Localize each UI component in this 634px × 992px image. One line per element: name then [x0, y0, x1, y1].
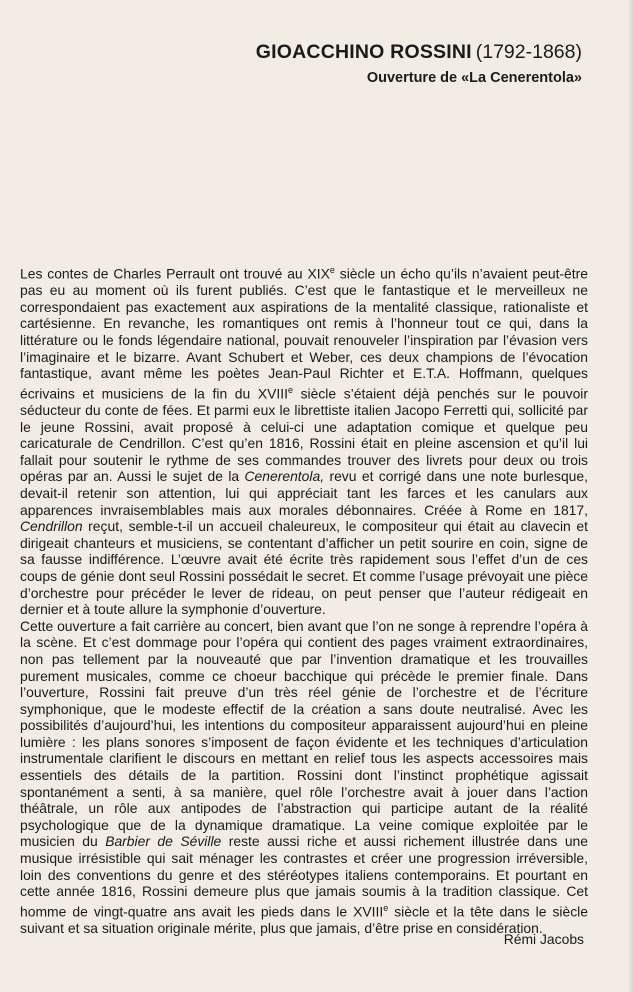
paragraph-1: [20, 262, 588, 618]
text-run: siècle s’étaient déjà penchés sur le pouvoir séducteur du conte de fées. Et parmi eux le librettiste italien Jacopo Ferretti qui, sollicité par le jeune Rossini, avait proposé à celui-ci une adaptation comique et quelque peu caricaturale de Cendrillon. C’est qu’en 1816, Rossini était en pleine ascension et qu’il lui fallait pour soutenir le rythme de ses commandes trouver des livrets pour deux ou trois opéras par an. Aussi le sujet de la: [20, 385, 588, 485]
text-run: revu et corrigé dans une note burlesque, devait-il retenir son attention, lui qui appréciait tant les farces et les canulars aux apparences invraisemblables mais aux morales débonnaires. Créée à Rome en 1817,: [20, 468, 588, 518]
ordinal-superscript: e: [329, 265, 335, 275]
document-header: [256, 40, 582, 86]
text-run: Cette ouverture a fait carrière au concert, bien avant que l’on ne songe à reprendre l’opéra à la scène. Et c’est dommage pour l’opéra qui contient des pages vraiment extraordinaires, non pas tellement par la nouveauté que par l’invention dramatique et les trouvailles purement musicales, comme ce choeur bacchique qui précède le premier finale. Dans l’ouverture, Rossini fait preuve d’un très réel génie de l’orchestre et de l’écriture symphonique, que le modeste effectif de la création a sans doute neutralisé. Avec les possibilités d’aujourd’hui, les intentions du compositeur apparaissent aujourd’hui en pleine lumière : les plans sonores s’imposent de façon évidente et les techniques d’articulation instrumentale clarifient le discours en mettant en relief tous les aspects accessoires mais essentiels des détails de la partition. Rossini dont l’instinct prophétique agissait spontanément a senti, à sa manière, quel rôle l’orchestre avait à jouer dans l’action théâtrale, un rôle aux antipodes de l’abstraction qui participe autant de la réalité psychologique que de la dynamique dramatique. La veine comique exploitée par le musicien du: [20, 617, 588, 850]
text-run: reste aussi riche et aussi richement illustrée dans une musique irrésistible qui sait ménager les contrastes et créer une progression irréversible, loin des conventions du genre et des stéréotypes italiens contemporains. Et pourtant en cette année 1816, Rossini demeure plus que jamais soumis à la tradition classique. Cet homme de vingt-quatre ans avait les pieds dans le XVIII: [20, 833, 588, 920]
ordinal-superscript: e: [383, 902, 389, 913]
text-run: reçut, semble-t-il un accueil chaleureux, le compositeur qui était au clavecin et dirigeait chanteurs et musiciens, se contentant d’afficher un petit sourire en coin, signe de sa fausse indifférence. L’œuvre avait été écrite très rapidement sous l’effet d’un de ces coups de génie dont seul Rossini possédait le secret. Et comme l’usage prévoyait une pièce d’orchestre pour précéder le lever de rideau, on peut penser que l’auteur rédigeait en dernier et à toute allure la symphonie d’ouverture.: [20, 518, 588, 618]
work-title: Ouverture de «La Cenerentola»: [366, 70, 582, 86]
composer-dates: (1792-1868): [475, 41, 582, 63]
text-run: Les contes de Charles Perrault ont trouvé au XIX: [20, 265, 330, 282]
paragraph-2: [20, 618, 588, 937]
italic-title: Cendrillon: [20, 518, 83, 535]
composer-name: GIOACCHINO ROSSINI: [255, 41, 472, 63]
article-body: [20, 262, 588, 937]
text-run: siècle et la tête dans le siècle suivant et sa situation originale mérite, plus que jamais, d’être prise en considération.: [20, 903, 588, 937]
italic-title: Cenerentola,: [244, 468, 325, 485]
italic-title: Barbier de Séville: [105, 833, 222, 850]
page-edge-shadow: [628, 0, 634, 992]
composer-line: [256, 40, 582, 64]
ordinal-superscript: e: [287, 384, 293, 395]
text-run: siècle un écho qu’ils n’avaient peut-être pas eu au moment où ils furent publiés. C’est que le fantastique et le merveilleux ne correspondaient pas exactement aux aspirations de la mentalité classique, rationaliste et cartésienne. En revanche, les romantiques ont remis à l’honneur tout ce qui, dans la littérature ou le fonds légendaire national, pouvait renouveler l’inspiration par l’évasion vers l’imaginaire et le bizarre. Avant Schubert et Weber, ces deux champions de l’évocation fantastique, avant même les poètes Jean-Paul Richter et E.T.A. Hoffmann, quelques écrivains et musiciens de la fin du XVIII: [20, 265, 588, 402]
author-signature: Rémi Jacobs: [503, 931, 584, 947]
